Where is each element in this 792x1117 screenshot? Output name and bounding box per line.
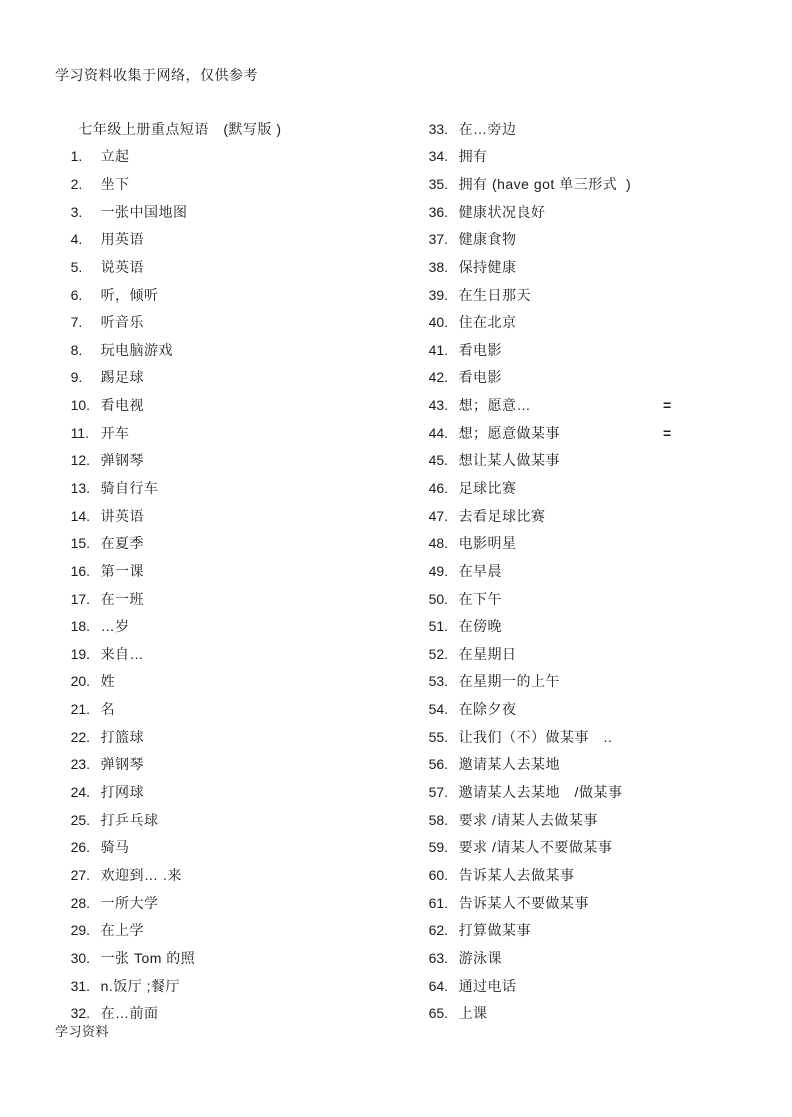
item-number: 35. — [428, 175, 449, 192]
list-item — [413, 503, 788, 552]
item-number: 18. — [70, 618, 91, 635]
item-text: 姓 — [100, 673, 116, 690]
list-item — [413, 309, 788, 358]
item-text: 在一班 — [100, 590, 145, 607]
list-item — [413, 586, 788, 635]
item-number: 10. — [70, 397, 91, 414]
item-text: 让我们（不）做某事 .. — [458, 728, 613, 745]
item-number: 3. — [70, 203, 83, 220]
list-item — [55, 862, 405, 911]
list-item — [413, 530, 788, 579]
item-text: 开车 — [100, 424, 130, 441]
list-item — [55, 613, 405, 662]
item-text: 打篮球 — [100, 728, 145, 745]
list-item — [55, 751, 405, 801]
item-text: 拥有 — [458, 148, 488, 165]
list-item — [413, 973, 788, 1022]
item-number: 30. — [70, 949, 91, 966]
item-text: 电影明星 — [458, 535, 517, 552]
list-item — [55, 558, 405, 607]
item-number: 34. — [428, 148, 449, 165]
item-number: 33. — [428, 120, 449, 137]
item-number: 19. — [70, 645, 91, 662]
item-number: 47. — [428, 507, 449, 524]
list-item — [413, 364, 788, 414]
item-number: 2. — [70, 175, 83, 192]
doc-title-row — [55, 88, 405, 137]
list-item — [55, 696, 405, 745]
header-note: 学习资料收集于网络，仅供参考 — [55, 67, 258, 83]
item-number: 5. — [70, 258, 83, 275]
item-number: 25. — [70, 811, 91, 828]
item-text: 通过电话 — [458, 977, 517, 994]
list-item — [413, 475, 788, 524]
list-item — [413, 613, 788, 662]
item-number: 61. — [428, 894, 449, 911]
list-item — [55, 364, 405, 414]
list-item — [413, 751, 788, 801]
item-text: 告诉某人不要做某事 — [458, 894, 590, 911]
item-number: 44. — [428, 424, 449, 441]
list-item — [413, 834, 788, 883]
item-text: 听音乐 — [100, 314, 145, 331]
item-text: 健康食物 — [458, 231, 517, 248]
item-text: 看电影 — [458, 341, 503, 358]
item-number: 54. — [428, 701, 449, 718]
item-text: …岁 — [100, 618, 130, 635]
list-item — [55, 807, 405, 856]
list-item — [413, 281, 788, 331]
right-column — [413, 88, 788, 1022]
list-item — [55, 973, 405, 1022]
item-number: 53. — [428, 673, 449, 690]
item-text: 一张 Tom 的照 — [100, 949, 196, 966]
list-item — [55, 668, 405, 718]
item-number: 36. — [428, 203, 449, 220]
item-number: 57. — [428, 784, 449, 801]
item-number: 51. — [428, 618, 449, 635]
item-suffix: = — [663, 424, 672, 441]
item-text: 来自… — [100, 645, 145, 662]
list-item — [413, 890, 788, 939]
doc-title: 七年级上册重点短语 (默写版 ) — [78, 120, 282, 137]
list-item — [413, 917, 788, 966]
list-item — [55, 945, 405, 994]
item-text: 踢足球 — [100, 369, 145, 386]
item-number: 14. — [70, 507, 91, 524]
item-text: 要求 /请某人不要做某事 — [458, 839, 613, 856]
item-number: 1. — [70, 148, 83, 165]
item-text: 告诉某人去做某事 — [458, 866, 575, 883]
item-text: 玩电脑游戏 — [100, 341, 174, 358]
list-item — [413, 88, 788, 137]
list-item — [413, 779, 788, 828]
left-column — [55, 88, 405, 1022]
item-text: 立起 — [100, 148, 130, 165]
list-item — [413, 116, 788, 165]
item-number: 17. — [70, 590, 91, 607]
item-text: 在上学 — [100, 922, 145, 939]
item-text: 打网球 — [100, 784, 145, 801]
list-item — [413, 226, 788, 275]
item-text: 想；愿意做某事 — [458, 424, 561, 441]
item-number: 29. — [70, 922, 91, 939]
list-item — [55, 392, 405, 441]
item-text: 听，倾听 — [100, 286, 159, 303]
item-text: 在傍晚 — [458, 618, 503, 635]
item-text: 在早晨 — [458, 562, 503, 579]
item-text: 足球比赛 — [458, 479, 517, 496]
item-text: 骑自行车 — [100, 479, 159, 496]
item-text: 上课 — [458, 1005, 488, 1022]
item-text: 邀请某人去某地 /做某事 — [458, 784, 623, 801]
item-text: 住在北京 — [458, 314, 517, 331]
item-number: 23. — [70, 756, 91, 773]
list-item — [413, 199, 788, 248]
item-number: 22. — [70, 728, 91, 745]
item-text: 看电影 — [458, 369, 503, 386]
item-number: 40. — [428, 314, 449, 331]
item-number: 37. — [428, 231, 449, 248]
list-item — [413, 143, 788, 192]
list-item — [55, 281, 405, 331]
item-number: 4. — [70, 231, 83, 248]
list-item — [55, 503, 405, 552]
item-number: 38. — [428, 258, 449, 275]
item-number: 31. — [70, 977, 91, 994]
item-number: 7. — [70, 314, 83, 331]
item-number: 52. — [428, 645, 449, 662]
list-item — [413, 668, 788, 718]
list-item — [413, 696, 788, 745]
item-text: 在夏季 — [100, 535, 145, 552]
item-text: 游泳课 — [458, 949, 503, 966]
list-item — [55, 447, 405, 496]
item-number: 49. — [428, 562, 449, 579]
item-number: 45. — [428, 452, 449, 469]
item-number: 43. — [428, 397, 449, 414]
item-number: 21. — [70, 701, 91, 718]
item-text: 在…前面 — [100, 1005, 159, 1022]
list-item — [55, 199, 405, 248]
list-item — [55, 420, 405, 469]
item-number: 16. — [70, 562, 91, 579]
list-item — [55, 226, 405, 275]
item-number: 60. — [428, 866, 449, 883]
item-text: 坐下 — [100, 175, 130, 192]
list-item — [413, 447, 788, 496]
item-number: 28. — [70, 894, 91, 911]
item-number: 48. — [428, 535, 449, 552]
item-text: 弹钢琴 — [100, 452, 145, 469]
list-item — [55, 171, 405, 220]
item-number: 41. — [428, 341, 449, 358]
item-number: 63. — [428, 949, 449, 966]
item-number: 32. — [70, 1005, 91, 1022]
list-item — [413, 862, 788, 911]
item-text: 保持健康 — [458, 258, 517, 275]
item-text: 打算做某事 — [458, 922, 532, 939]
list-item — [55, 337, 405, 386]
list-item — [55, 309, 405, 358]
item-text: 想；愿意… — [458, 397, 532, 414]
item-text: 用英语 — [100, 231, 145, 248]
list-item — [413, 420, 788, 469]
item-number: 15. — [70, 535, 91, 552]
list-item — [55, 143, 405, 192]
item-text: 说英语 — [100, 258, 145, 275]
list-item — [413, 945, 788, 994]
item-number: 55. — [428, 728, 449, 745]
list-item — [55, 254, 405, 303]
item-number: 6. — [70, 286, 83, 303]
list-item — [413, 724, 788, 773]
item-number: 24. — [70, 784, 91, 801]
item-number: 64. — [428, 977, 449, 994]
item-text: 想让某人做某事 — [458, 452, 561, 469]
item-text: 在…旁边 — [458, 120, 517, 137]
item-number: 13. — [70, 479, 91, 496]
item-number: 12. — [70, 452, 91, 469]
item-number: 39. — [428, 286, 449, 303]
list-item — [55, 641, 405, 690]
item-text: 一张中国地图 — [100, 203, 188, 220]
item-number: 9. — [70, 369, 83, 386]
list-item — [55, 779, 405, 828]
list-item — [413, 171, 788, 220]
footer-note: 学习资料 — [55, 1024, 110, 1039]
item-number: 27. — [70, 866, 91, 883]
item-text: 欢迎到… .来 — [100, 866, 182, 883]
list-item — [55, 917, 405, 966]
item-suffix: = — [663, 397, 672, 414]
item-text: 一所大学 — [100, 894, 159, 911]
item-number: 20. — [70, 673, 91, 690]
item-text: 拥有 (have got 单三形式 ) — [458, 175, 632, 192]
list-item — [55, 586, 405, 635]
list-item — [55, 116, 405, 165]
item-text: 在星期日 — [458, 645, 517, 662]
item-number: 46. — [428, 479, 449, 496]
list-item — [55, 475, 405, 524]
list-item — [55, 530, 405, 579]
item-number: 11. — [70, 424, 89, 441]
item-text: 名 — [100, 701, 116, 718]
item-text: n.饭厅 ;餐厅 — [100, 977, 181, 994]
item-number: 50. — [428, 590, 449, 607]
item-text: 打乒乓球 — [100, 811, 159, 828]
item-number: 8. — [70, 341, 83, 358]
item-text: 去看足球比赛 — [458, 507, 546, 524]
item-number: 59. — [428, 839, 449, 856]
item-text: 骑马 — [100, 839, 130, 856]
item-text: 健康状况良好 — [458, 203, 546, 220]
item-text: 在星期一的上午 — [458, 673, 561, 690]
item-number: 56. — [428, 756, 449, 773]
item-number: 58. — [428, 811, 449, 828]
item-number: 42. — [428, 369, 449, 386]
list-item — [413, 641, 788, 690]
list-item — [55, 724, 405, 773]
item-text: 在下午 — [458, 590, 503, 607]
item-text: 要求 /请某人去做某事 — [458, 811, 598, 828]
item-text: 第一课 — [100, 562, 145, 579]
item-number: 26. — [70, 839, 91, 856]
item-text: 讲英语 — [100, 507, 145, 524]
item-text: 看电视 — [100, 397, 145, 414]
item-number: 62. — [428, 922, 449, 939]
list-item — [55, 890, 405, 939]
list-item — [413, 392, 788, 441]
list-item — [413, 337, 788, 386]
item-text: 邀请某人去某地 — [458, 756, 561, 773]
list-item — [55, 834, 405, 883]
item-text: 在除夕夜 — [458, 701, 517, 718]
item-text: 在生日那天 — [458, 286, 532, 303]
list-item — [413, 558, 788, 607]
item-number: 65. — [428, 1005, 449, 1022]
list-item — [413, 254, 788, 303]
list-item — [413, 807, 788, 856]
item-text: 弹钢琴 — [100, 756, 145, 773]
